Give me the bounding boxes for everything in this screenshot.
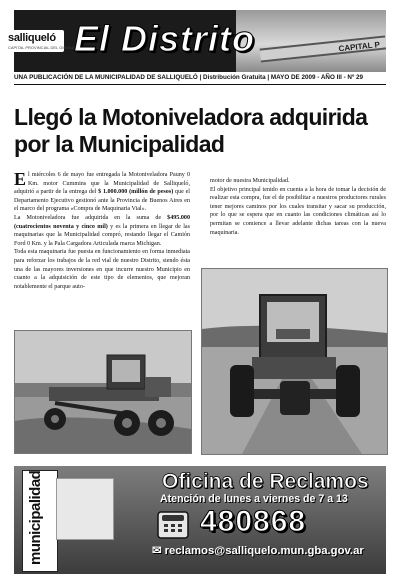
masthead-sign: CAPITAL P	[260, 35, 386, 62]
divider	[14, 84, 386, 85]
text-run: y es la primera en llegar de las maquinarias que la Municipalidad compró, restando llegar el Camión Ford 0 Km. y la Pala Cargadora Articulada marca Michigan.	[14, 223, 190, 247]
email-address: reclamos@salliquelo.mun.gba.gov.ar	[164, 545, 364, 557]
bold-amount: $ 1.000.000 (millón de pesos)	[98, 189, 174, 196]
reclamos-hours: Atención de lunes a viernes de 7 a 13	[160, 493, 348, 505]
text-run: La Motoniveladora fue adquirida en la suma de	[14, 214, 168, 221]
reclamos-email	[152, 544, 364, 557]
text-run: l miércoles 6 de mayo fue entregada la Motoniveladora Pauny 0 Km. motor Cummins que la Municipalidad de Salliqueló, adquirió a partir de la entrega del	[14, 172, 190, 196]
paragraph: El objetivo principal tenido en cuenta a la hora de tomar la decisión de realizar esta compra, fue el de posibilitar a nuestros productores rurales tener mejores caminos por los cuales transitar y sacar su producción, por lo que se espera que en cuanto las condiciones climáticas así lo permitan se comience a llevar adelante dichas tareas con la nueva maquinaria.	[210, 186, 386, 236]
booklet-label: municipalidad	[27, 470, 44, 565]
drop-cap: E	[14, 169, 27, 189]
grader-side-illustration	[15, 331, 191, 453]
headline: Llegó la Motoniveladora adquirida por la Municipalidad	[14, 104, 368, 157]
publication-info: UNA PUBLICACIÓN DE LA MUNICIPALIDAD DE SALLIQUELÓ | Distribución Gratuita | MAYO DE 2009 - AÑO III - Nº 29	[14, 74, 364, 81]
paragraph	[14, 171, 190, 214]
article-column-1	[14, 171, 190, 291]
grader-photo-front	[201, 268, 388, 455]
newspaper-title: El Distrito	[74, 18, 256, 59]
telephone-icon	[156, 508, 190, 542]
reclamos-phone-number: 480868	[200, 505, 307, 538]
logo-subtitle: CAPITAL PROVINCIAL DEL GIRASOL	[8, 45, 78, 50]
grader-photo-side	[14, 330, 192, 454]
bold-amount: $495.000 (cuatrocientos noventa y cinco mil)	[14, 214, 190, 230]
reclamos-title: Oficina de Reclamos	[162, 470, 369, 493]
email-icon: ✉	[152, 545, 162, 557]
article-column-2	[210, 177, 386, 237]
logo-name: salliqueló	[8, 32, 56, 44]
text-run: que el Departamento Ejecutivo gestionó ante la Provincia de Buenos Aires en el marco del programa «Compra de Maquinaria Vial».	[14, 189, 190, 213]
booklet-card	[56, 478, 114, 540]
grader-front-illustration	[202, 269, 387, 454]
paragraph	[14, 214, 190, 248]
paragraph: motor de nuestra Municipalidad.	[210, 178, 290, 184]
paragraph: Toda esta maquinaria fue puesta en funcionamiento en forma inmediata para reforzar los trabajos de la red vial de nuestro Distrito, siendo ésta una de las mayores inversiones en que incurre nuestro Municipio en cuanto a la adquisición de este tipo de elementos, que mejoran notablemente el parque auto-	[14, 249, 190, 290]
